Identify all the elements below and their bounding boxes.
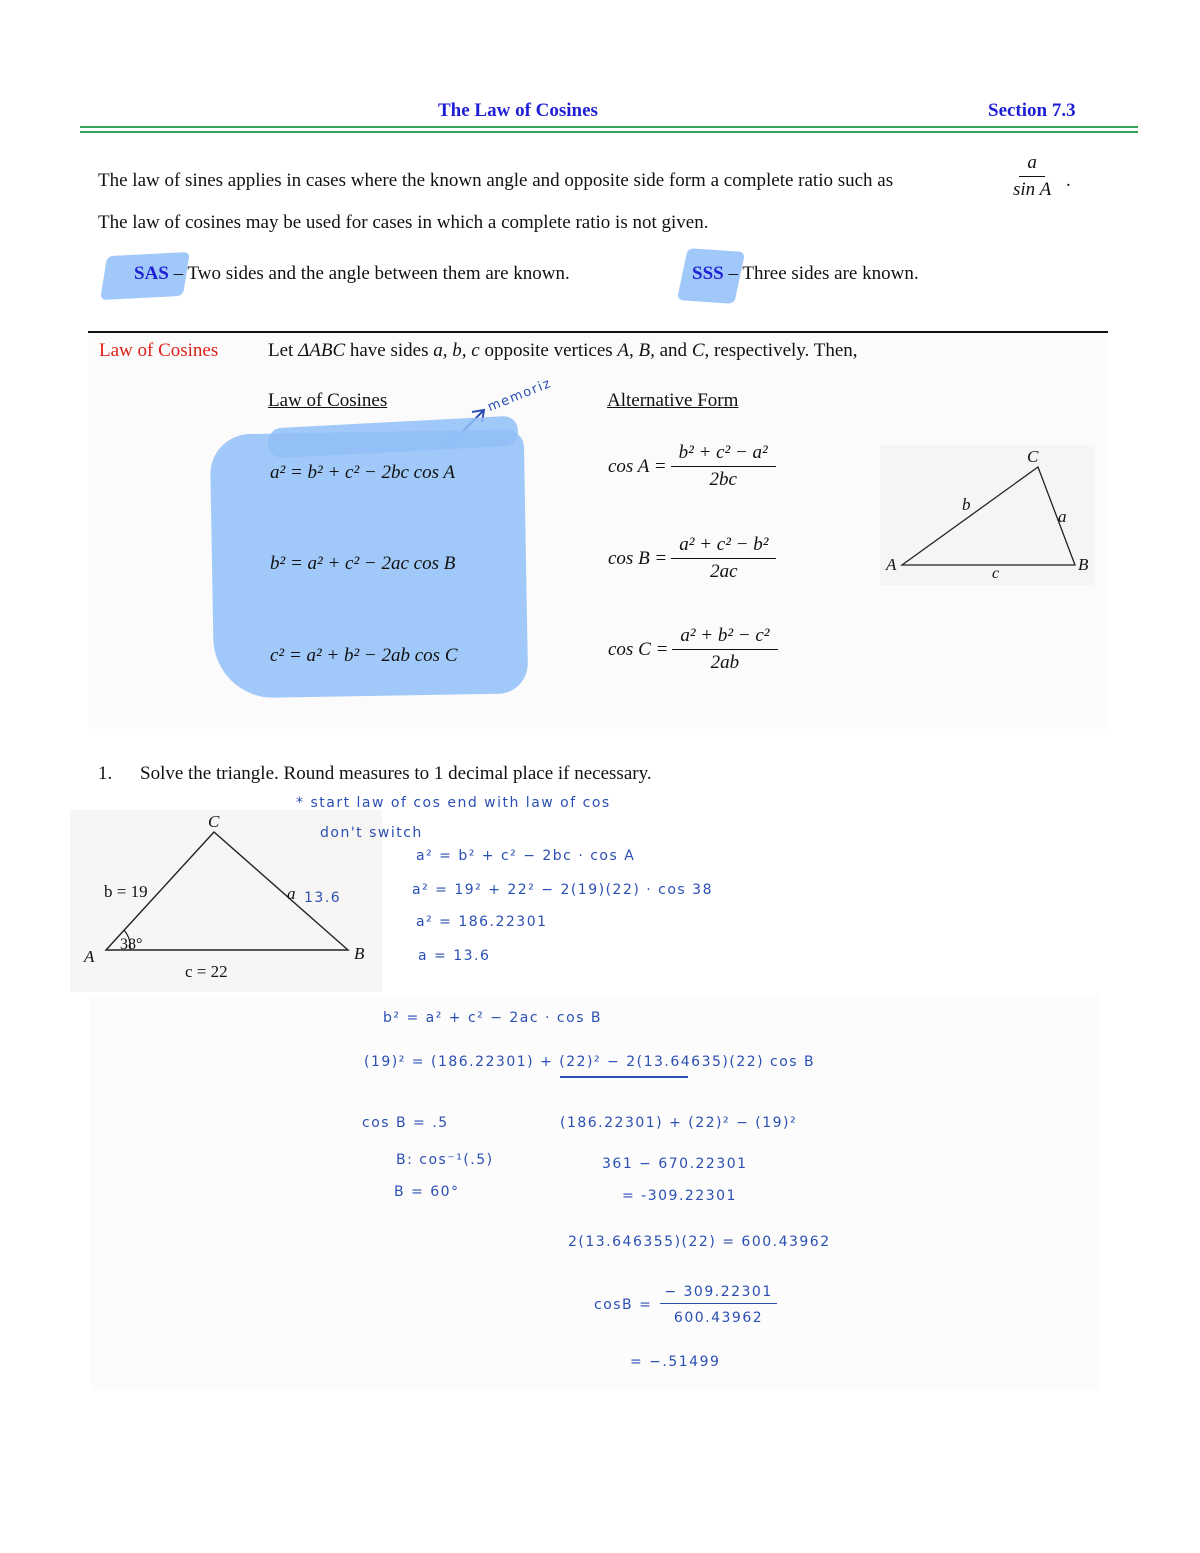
vertex-c: C <box>1027 447 1039 466</box>
law-b: b² = a² + c² − 2ac cos B <box>270 553 456 574</box>
note-dont-switch: don't switch <box>320 825 423 841</box>
work-a-1: a² = b² + c² − 2bc · cos A <box>416 848 636 864</box>
side-b: b <box>962 495 971 514</box>
work-cosb: cos B = .5 <box>362 1115 449 1131</box>
work-b-inverse: B: cos⁻¹(.5) <box>396 1152 494 1168</box>
col-heading-law: Law of Cosines <box>268 390 388 411</box>
sine-ratio <box>1005 152 1059 201</box>
prob-vertex-b: B <box>354 944 365 963</box>
prob-side-a-value: 13.6 <box>304 890 342 906</box>
alt-form-c: cos C = $\frac{\text{a² + b² − c²}}{2ab}$ <box>608 625 778 674</box>
law-a: a² = b² + c² − 2bc cos A <box>270 462 456 483</box>
sss-label: SSS <box>692 263 724 284</box>
ratio-denominator: sin A <box>1013 179 1052 200</box>
prob-side-a: a <box>287 884 296 903</box>
theorem-label: Law of Cosines <box>99 340 219 361</box>
work-b-underline <box>560 1076 688 1078</box>
header-rule-bottom <box>80 131 1138 133</box>
work-b-result: B = 60° <box>394 1184 460 1200</box>
work-right-3: = -309.22301 <box>622 1188 737 1204</box>
vertex-b: B <box>1078 555 1089 574</box>
work-cosb-fraction: cosB = $\frac{- 309.22301}{600.43962}$ <box>594 1284 777 1326</box>
section-divider <box>88 331 1108 333</box>
prob-side-b: b = 19 <box>104 882 148 901</box>
alt-form-b: cos B = $\frac{\text{a² + c² − b²}}{2ac}$ <box>608 534 776 583</box>
vertex-a: A <box>886 555 897 574</box>
prob-side-c: c = 22 <box>185 962 228 981</box>
intro-line-1: The law of sines applies in cases where the known angle and opposite side form a complete ratio such as <box>98 170 894 191</box>
alt-form-a: cos A = $\frac{\text{b² + c² − a²}}{2bc}$ <box>608 442 776 491</box>
prob-vertex-c: C <box>208 812 220 831</box>
work-cosb-result: = −.51499 <box>630 1354 721 1370</box>
work-b-2: (19)² = (186.22301) + (22)² − 2(13.64635)(22) cos B <box>364 1054 816 1070</box>
work-b-1: b² = a² + c² − 2ac · cos B <box>383 1010 603 1026</box>
col-heading-alt: Alternative Form <box>607 390 739 411</box>
theorem-statement: Let ΔABC have sides a, b, c opposite vertices A, B, and C, respectively. Then, <box>268 340 858 361</box>
work-right-1: (186.22301) + (22)² − (19)² <box>560 1115 798 1131</box>
work-a-3: a² = 186.22301 <box>416 914 548 930</box>
side-c: c <box>992 565 1000 582</box>
law-c: c² = a² + b² − 2ab cos C <box>270 645 458 666</box>
work-right-4: 2(13.646355)(22) = 600.43962 <box>568 1234 831 1250</box>
sas-case: SAS – Two sides and the angle between them are known. <box>134 263 570 284</box>
prob-angle-a: 38° <box>120 936 143 953</box>
header-rule-top <box>80 126 1138 128</box>
section-label: Section 7.3 <box>988 100 1076 121</box>
memo-note: memoriz <box>485 375 554 416</box>
intro-line-2: The law of cosines may be used for cases in which a complete ratio is not given. <box>98 212 709 233</box>
work-a-2: a² = 19² + 22² − 2(19)(22) · cos 38 <box>412 882 713 898</box>
work-a-4: a = 13.6 <box>418 948 491 964</box>
prob-vertex-a: A <box>84 947 95 966</box>
sss-case: SSS – Three sides are known. <box>692 263 919 284</box>
ratio-numerator: a <box>1019 152 1045 177</box>
note-start: * start law of cos end with law of cos <box>296 795 611 811</box>
intro-period: . <box>1066 170 1071 191</box>
sas-label: SAS <box>134 263 169 284</box>
triangle-diagram <box>880 445 1095 585</box>
problem-prompt: Solve the triangle. Round measures to 1 decimal place if necessary. <box>140 763 652 784</box>
page-title: The Law of Cosines <box>438 100 598 121</box>
side-a: a <box>1058 507 1067 526</box>
problem-number: 1. <box>98 763 113 784</box>
work-right-2: 361 − 670.22301 <box>602 1156 748 1172</box>
